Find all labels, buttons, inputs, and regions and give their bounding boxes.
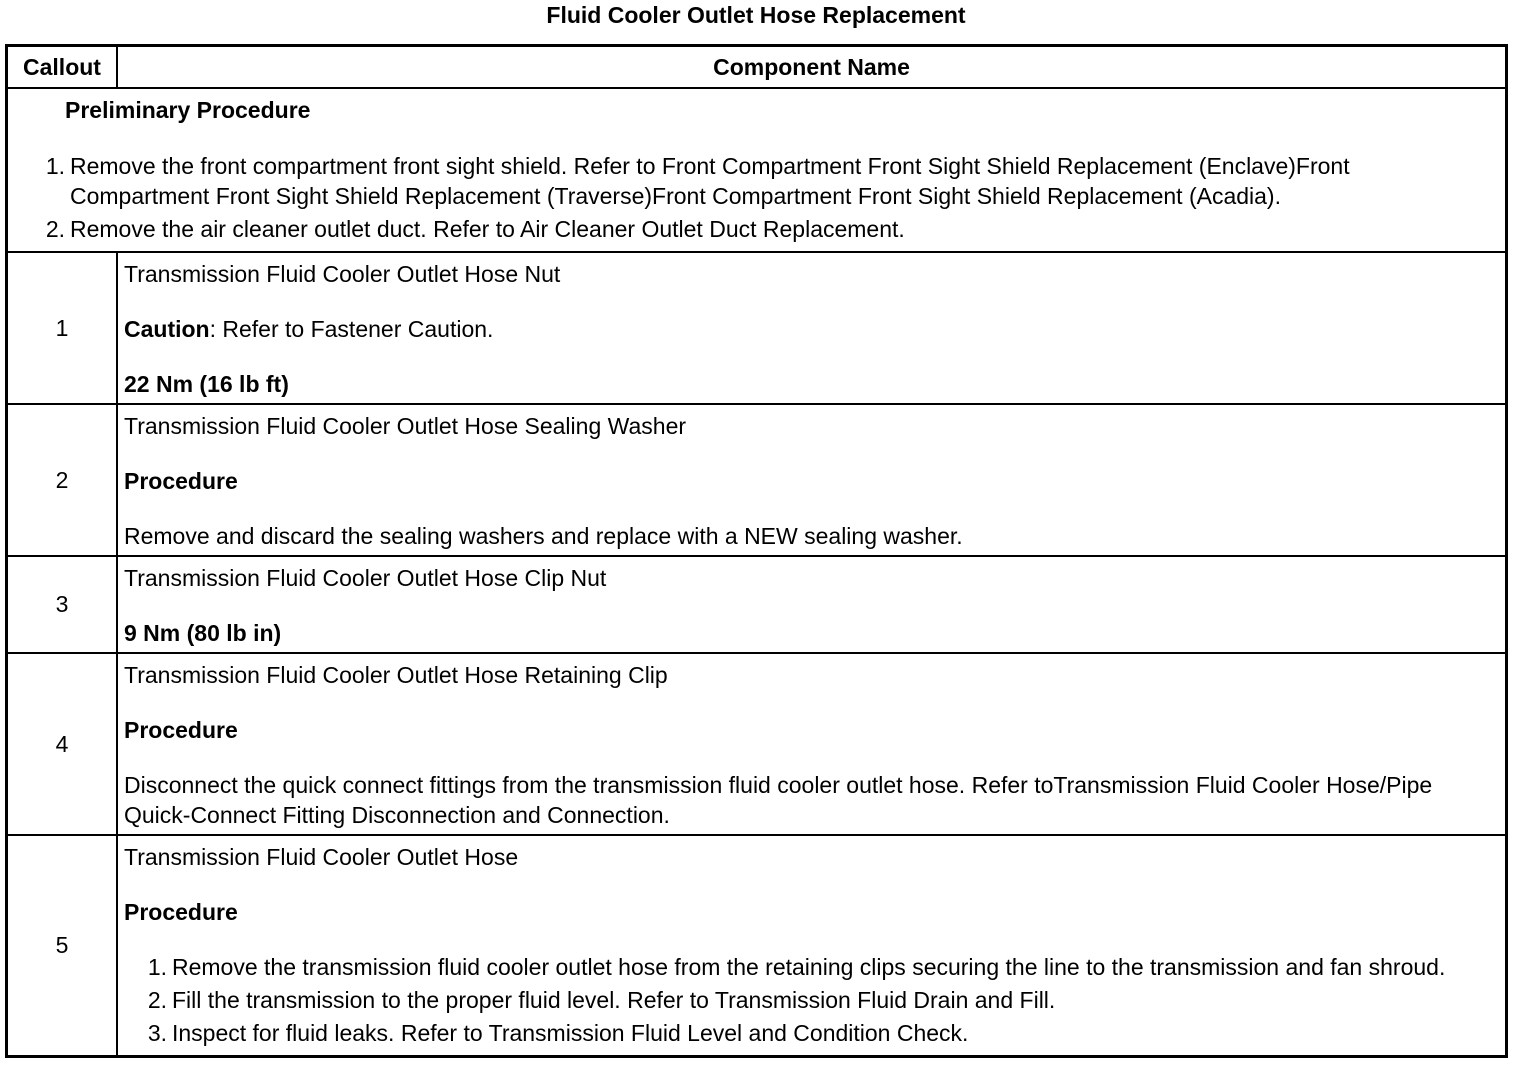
callout-cell: 3 [7, 556, 118, 653]
component-name: Transmission Fluid Cooler Outlet Hose Nut [124, 261, 561, 287]
component-cell [117, 653, 1507, 835]
callout-cell: 4 [7, 653, 118, 835]
step-text: Remove the front compartment front sight shield. Refer to Front Compartment Front Sight Shield Replacement (Enclave)Front Compartment Front Sight Shield Replacement (Traverse)Front Compartment Front Sight Shield Replacement (Acadia). [70, 153, 1350, 209]
procedure-table [5, 44, 1508, 1058]
step-text: Remove the transmission fluid cooler outlet hose from the retaining clips securing the line to the transmission and fan shroud. [172, 954, 1446, 980]
callout-header: Callout [7, 46, 118, 89]
callout-cell: 5 [7, 835, 118, 1057]
component-name: Transmission Fluid Cooler Outlet Hose Clip Nut [124, 565, 607, 591]
component-name: Transmission Fluid Cooler Outlet Hose Retaining Clip [124, 662, 668, 688]
table-row [7, 653, 1507, 835]
page-title: Fluid Cooler Outlet Hose Replacement [546, 2, 966, 28]
list-item [22, 214, 1495, 244]
step-text: Fill the transmission to the proper fluid level. Refer to Transmission Fluid Drain and Fill. [172, 987, 1056, 1013]
table-row [7, 835, 1507, 1057]
step-text: Inspect for fluid leaks. Refer to Transmission Fluid Level and Condition Check. [172, 1020, 969, 1046]
preliminary-row [7, 88, 1507, 252]
component-cell [117, 252, 1507, 404]
list-item [124, 952, 1497, 982]
procedure-text: Remove and discard the sealing washers and replace with a NEW sealing washer. [124, 523, 963, 549]
preliminary-steps [22, 151, 1495, 244]
procedure-label: Procedure [124, 717, 238, 743]
step-text: Remove the air cleaner outlet duct. Refer to Air Cleaner Outlet Duct Replacement. [70, 216, 905, 242]
step-number: 2. [147, 987, 167, 1013]
procedure-steps [124, 952, 1497, 1048]
preliminary-heading: Preliminary Procedure [65, 97, 311, 123]
list-item [22, 151, 1495, 211]
preliminary-cell [7, 88, 1507, 252]
procedure-label: Procedure [124, 899, 238, 925]
table-row [7, 556, 1507, 653]
caution-label: Caution [124, 316, 210, 342]
table-header-row [7, 46, 1507, 89]
component-cell [117, 556, 1507, 653]
step-number: 2. [45, 216, 65, 242]
component-name: Transmission Fluid Cooler Outlet Hose Sealing Washer [124, 413, 687, 439]
caution-text: : Refer to Fastener Caution. [209, 316, 494, 342]
procedure-label: Procedure [124, 468, 238, 494]
caution-note [124, 314, 1497, 344]
callout-cell: 1 [7, 252, 118, 404]
component-cell [117, 835, 1507, 1057]
component-name-header: Component Name [117, 46, 1507, 89]
torque-spec: 22 Nm (16 lb ft) [124, 371, 289, 397]
callout-cell: 2 [7, 404, 118, 556]
list-item [124, 1018, 1497, 1048]
component-cell [117, 404, 1507, 556]
list-item [124, 985, 1497, 1015]
step-number: 1. [45, 153, 65, 179]
step-number: 3. [147, 1020, 167, 1046]
procedure-text: Disconnect the quick connect fittings from the transmission fluid cooler outlet hose. Refer toTransmission Fluid Cooler Hose/Pipe Quick-Connect Fitting Disconnection and Connection. [124, 772, 1433, 828]
step-number: 1. [147, 954, 167, 980]
table-row [7, 404, 1507, 556]
component-name: Transmission Fluid Cooler Outlet Hose [124, 844, 519, 870]
table-row [7, 252, 1507, 404]
torque-spec: 9 Nm (80 lb in) [124, 620, 282, 646]
